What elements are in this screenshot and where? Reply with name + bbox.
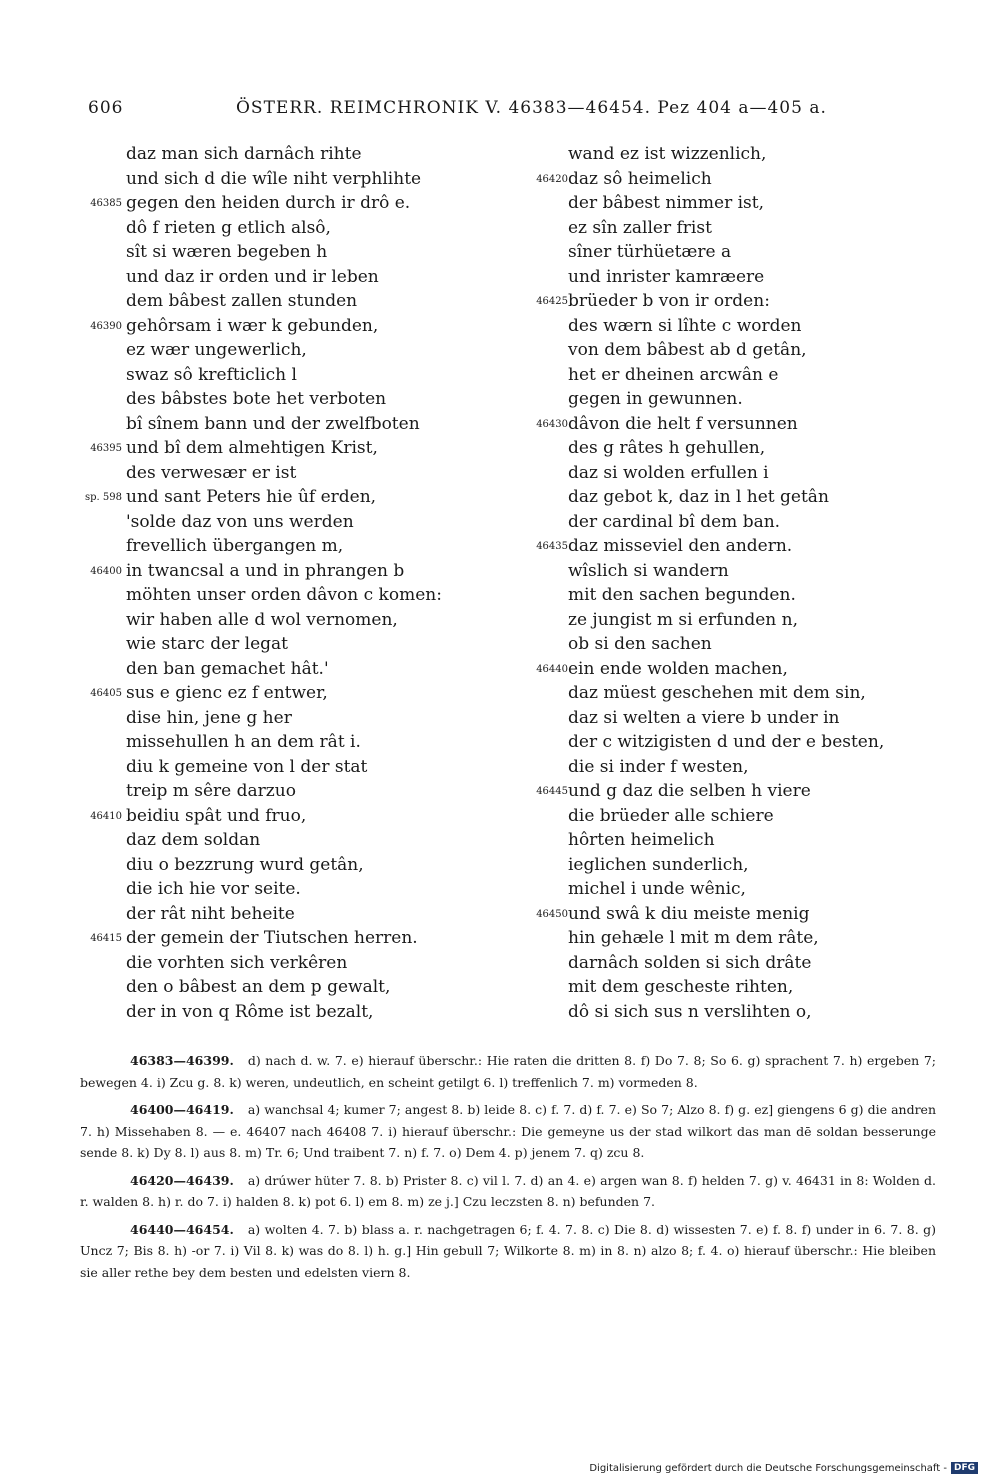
line-number: 46445 <box>536 786 568 797</box>
verse-text: ez wær ungewerlich, <box>126 340 307 360</box>
verse-line <box>470 338 890 363</box>
verse-text: dise hin, jene g her <box>126 707 292 728</box>
verse-line <box>30 363 460 388</box>
note-text: a) wolten 4. 7. b) blass a. r. nachgetragen 6; f. 4. 7. 8. c) Die 8. d) wissesten 7. e) f. 8. f) under in 6. 7. 8. g) Uncz 7; Bis 8. h) -or 7. i) Vil 8. k) was do 8. l) h. g.] Hin gebull 7; Wilkorte 8. m) in 8. n) alzo 8; f. 4. o) hierauf überschr.: Hie bleiben sie aller rethe bey dem besten und edelsten viern 8. <box>80 1221 936 1280</box>
verse-text: den ban gemachet hât.' <box>126 658 329 679</box>
verse-line <box>30 510 460 535</box>
line-number: 46430 <box>536 418 568 430</box>
line-number: 46425 <box>536 296 568 307</box>
verse-text: von dem bâbest ab d getân, <box>568 340 807 360</box>
left-verse-column <box>30 142 460 1024</box>
verse-line <box>470 975 890 1000</box>
verse-line <box>30 779 460 804</box>
line-number: 46440 <box>536 663 568 675</box>
verse-text: die vorhten sich verkêren <box>126 952 348 973</box>
verse-text: der in von q Rôme ist bezalt, <box>126 1001 374 1022</box>
verse-text: der c witzigisten d und der e besten, <box>568 732 885 752</box>
verse-text: und inrister kamræere <box>568 266 765 287</box>
verse-text: mit den sachen begunden. <box>568 585 796 605</box>
verse-line <box>470 534 890 559</box>
verse-text: daz misseviel den andern. <box>568 536 793 556</box>
note-text: d) nach d. w. 7. e) hierauf überschr.: Hie raten die dritten 8. f) Do 7. 8; So 6. g) sprachent 7. h) ergeben 7; bewegen 4. i) Zcu g. 8. k) weren, undeutlich, en scheint getilgt 6. l) treffenlich 7. m) vormeden 8. <box>80 1053 936 1090</box>
verse-text: brüeder b von ir orden: <box>568 291 770 311</box>
verse-line <box>30 338 460 363</box>
verse-text: dâvon die helt f versunnen <box>568 413 798 434</box>
verse-text: der cardinal bî dem ban. <box>568 511 781 532</box>
verse-line <box>470 877 890 902</box>
note-range: 46383—46399. <box>130 1053 234 1068</box>
verse-text: beidiu spât und fruo, <box>126 805 307 826</box>
verse-text: und g daz die selben h viere <box>568 781 811 801</box>
verse-text: daz sô heimelich <box>568 168 712 189</box>
verse-text: sîner türhüetære a <box>568 242 732 262</box>
apparatus-notes <box>80 1050 936 1289</box>
verse-line <box>470 730 890 755</box>
verse-line <box>470 755 890 780</box>
verse-text: mit dem gescheste rihten, <box>568 977 794 997</box>
verse-line <box>470 1000 890 1025</box>
verse-line <box>470 363 890 388</box>
verse-text: und bî dem almehtigen Krist, <box>126 438 378 458</box>
verse-line <box>30 240 460 265</box>
note-block <box>80 1050 936 1093</box>
verse-text: wie starc der legat <box>126 634 289 654</box>
verse-line <box>30 1000 460 1025</box>
verse-text: daz gebot k, daz in l het getân <box>568 487 829 507</box>
line-number: 46400 <box>90 565 122 577</box>
verse-line <box>30 485 460 510</box>
note-block <box>80 1170 936 1213</box>
verse-line <box>30 828 460 853</box>
verse-line <box>470 583 890 608</box>
verse-text: ez sîn zaller frist <box>568 217 712 238</box>
verse-line <box>30 167 460 192</box>
verse-text: hin gehæle l mit m dem râte, <box>568 928 819 948</box>
verse-line <box>470 240 890 265</box>
verse-line <box>30 559 460 584</box>
line-number: 46450 <box>536 908 568 920</box>
verse-line <box>470 681 890 706</box>
note-block <box>80 1099 936 1164</box>
verse-text: gegen in gewunnen. <box>568 389 743 409</box>
verse-line <box>470 779 890 804</box>
line-number: 46390 <box>90 320 122 332</box>
verse-line <box>470 216 890 241</box>
verse-text: die ich hie vor seite. <box>126 879 301 899</box>
verse-text: daz müest geschehen mit dem sin, <box>568 683 866 703</box>
verse-text: der gemein der Tiutschen herren. <box>126 928 418 948</box>
verse-text: 'solde daz von uns werden <box>126 511 354 532</box>
line-number: 46420 <box>536 173 568 185</box>
verse-text: treip m sêre darzuo <box>126 781 296 801</box>
verse-text: ob si den sachen <box>568 634 712 654</box>
verse-line <box>470 485 890 510</box>
verse-line <box>30 289 460 314</box>
line-number: 46405 <box>90 688 122 699</box>
verse-line <box>470 804 890 829</box>
verse-line <box>470 657 890 682</box>
running-title: ÖSTERR. REIMCHRONIK V. 46383—46454. Pez 404 a—405 a. <box>236 98 827 118</box>
verse-text: die brüeder alle schiere <box>568 805 774 826</box>
verse-text: diu k gemeine von l der stat <box>126 756 368 777</box>
line-number: sp. 598 <box>85 492 122 503</box>
verse-text: daz dem soldan <box>126 830 261 850</box>
verse-line <box>30 706 460 731</box>
line-number: 46385 <box>90 198 122 209</box>
verse-text: sus e gienc ez f entwer, <box>126 683 328 703</box>
verse-text: gegen den heiden durch ir drô e. <box>126 193 411 213</box>
verse-line <box>30 191 460 216</box>
verse-line <box>30 632 460 657</box>
verse-text: daz man sich darnâch rihte <box>126 144 362 164</box>
funding-footer <box>589 1462 978 1474</box>
verse-line <box>470 853 890 878</box>
verse-text: und daz ir orden und ir leben <box>126 266 379 287</box>
verse-text: des g râtes h gehullen, <box>568 438 766 458</box>
verse-line <box>470 142 890 167</box>
verse-text: in twancsal a und in phrangen b <box>126 560 405 581</box>
verse-line <box>30 534 460 559</box>
verse-line <box>470 167 890 192</box>
verse-line <box>470 265 890 290</box>
verse-text: und sich d die wîle niht verphlihte <box>126 168 422 189</box>
verse-text: wir haben alle d wol vernomen, <box>126 609 398 630</box>
verse-text: die si inder f westen, <box>568 756 749 777</box>
verse-line <box>30 265 460 290</box>
verse-line <box>30 755 460 780</box>
verse-text: des verwesær er ist <box>126 462 297 483</box>
verse-line <box>30 216 460 241</box>
verse-text: dô si sich sus n verslihten o, <box>568 1001 812 1022</box>
footer-text: Digitalisierung gefördert durch die Deutsche Forschungsgemeinschaft - <box>589 1462 947 1474</box>
verse-line <box>30 142 460 167</box>
verse-line <box>30 681 460 706</box>
note-block <box>80 1219 936 1284</box>
verse-text: daz si wolden erfullen i <box>568 462 769 483</box>
verse-line <box>30 583 460 608</box>
line-number: 46415 <box>90 933 122 944</box>
verse-text: möhten unser orden dâvon c komen: <box>126 585 442 605</box>
verse-line <box>470 461 890 486</box>
note-range: 46400—46419. <box>130 1102 234 1117</box>
verse-line <box>470 608 890 633</box>
verse-line <box>30 387 460 412</box>
verse-text: het er dheinen arcwân e <box>568 364 779 385</box>
verse-line <box>30 902 460 927</box>
verse-text: michel i unde wênic, <box>568 879 746 899</box>
verse-line <box>30 730 460 755</box>
verse-line <box>30 657 460 682</box>
note-range: 46420—46439. <box>130 1172 234 1188</box>
verse-line <box>470 926 890 951</box>
verse-line <box>30 926 460 951</box>
verse-line <box>470 951 890 976</box>
verse-line <box>30 314 460 339</box>
verse-line <box>30 804 460 829</box>
right-verse-column <box>470 142 890 1024</box>
verse-line <box>470 828 890 853</box>
verse-text: ein ende wolden machen, <box>568 658 788 679</box>
verse-text: und swâ k diu meiste menig <box>568 903 810 924</box>
verse-text: der rât niht beheite <box>126 903 295 924</box>
page-number: 606 <box>88 98 124 118</box>
verse-line <box>470 632 890 657</box>
verse-text: gehôrsam i wær k gebunden, <box>126 315 379 336</box>
verse-text: missehullen h an dem rât i. <box>126 732 361 752</box>
verse-line <box>470 387 890 412</box>
line-number: 46435 <box>536 541 568 552</box>
verse-text: wîslich si wandern <box>568 560 729 581</box>
line-number: 46410 <box>90 810 122 822</box>
verse-line <box>470 559 890 584</box>
verse-line <box>470 902 890 927</box>
line-number: 46395 <box>90 443 122 454</box>
verse-line <box>470 412 890 437</box>
verse-text: diu o bezzrung wurd getân, <box>126 854 364 875</box>
note-text: a) wanchsal 4; kumer 7; angest 8. b) leide 8. c) f. 7. d) f. 7. e) So 7; Alzo 8. f) g. ez] giengens 6 g) die andren 7. h) Missehaben 8. — e. 46407 nach 46408 7. i) hierauf überschr.: Die gemeyne us der stad wilkort das man dē soldan besserunge sende 8. k) Dy 8. l) aus 8. m) Tr. 6; Und traibent 7. n) f. 7. o) Dem 4. p) jenem 7. q) zcu 8. <box>80 1102 936 1160</box>
verse-line <box>30 608 460 633</box>
verse-text: sît si wæren begeben h <box>126 242 328 262</box>
verse-text: daz si welten a viere b under in <box>568 707 840 728</box>
note-range: 46440—46454. <box>130 1221 234 1237</box>
verse-line <box>30 436 460 461</box>
verse-line <box>30 853 460 878</box>
verse-text: wand ez ist wizzenlich, <box>568 144 767 164</box>
verse-text: swaz sô krefticlich l <box>126 364 297 385</box>
verse-text: des wærn si lîhte c worden <box>568 315 802 336</box>
verse-line <box>470 436 890 461</box>
verse-line <box>30 951 460 976</box>
verse-line <box>30 461 460 486</box>
verse-text: ieglichen sunderlich, <box>568 854 749 875</box>
verse-line <box>30 412 460 437</box>
verse-text: hôrten heimelich <box>568 830 715 850</box>
verse-text: bî sînem bann und der zwelfboten <box>126 413 420 434</box>
verse-text: des bâbstes bote het verboten <box>126 389 387 409</box>
verse-line <box>470 289 890 314</box>
verse-line <box>30 975 460 1000</box>
verse-line <box>470 314 890 339</box>
verse-text: der bâbest nimmer ist, <box>568 193 765 213</box>
verse-text: dem bâbest zallen stunden <box>126 291 358 311</box>
verse-line <box>470 706 890 731</box>
verse-line <box>30 877 460 902</box>
verse-text: darnâch solden si sich drâte <box>568 952 812 973</box>
verse-text: ze jungist m si erfunden n, <box>568 609 798 630</box>
verse-text: den o bâbest an dem p gewalt, <box>126 977 391 997</box>
verse-line <box>470 510 890 535</box>
verse-text: und sant Peters hie ûf erden, <box>126 487 377 507</box>
dfg-logo: DFG <box>951 1462 978 1474</box>
verse-text: frevellich übergangen m, <box>126 536 344 556</box>
verse-text: dô f rieten g etlich alsô, <box>126 217 331 238</box>
note-text: a) drúwer hüter 7. 8. b) Prister 8. c) vil l. 7. d) an 4. e) argen wan 8. f) helden 7. g) v. 46431 in 8: Wolden d. r. walden 8. h) r. do 7. i) halden 8. k) pot 6. l) em 8. m) ze j.] Czu leczsten 8. n) befunden 7. <box>80 1172 936 1209</box>
verse-line <box>470 191 890 216</box>
